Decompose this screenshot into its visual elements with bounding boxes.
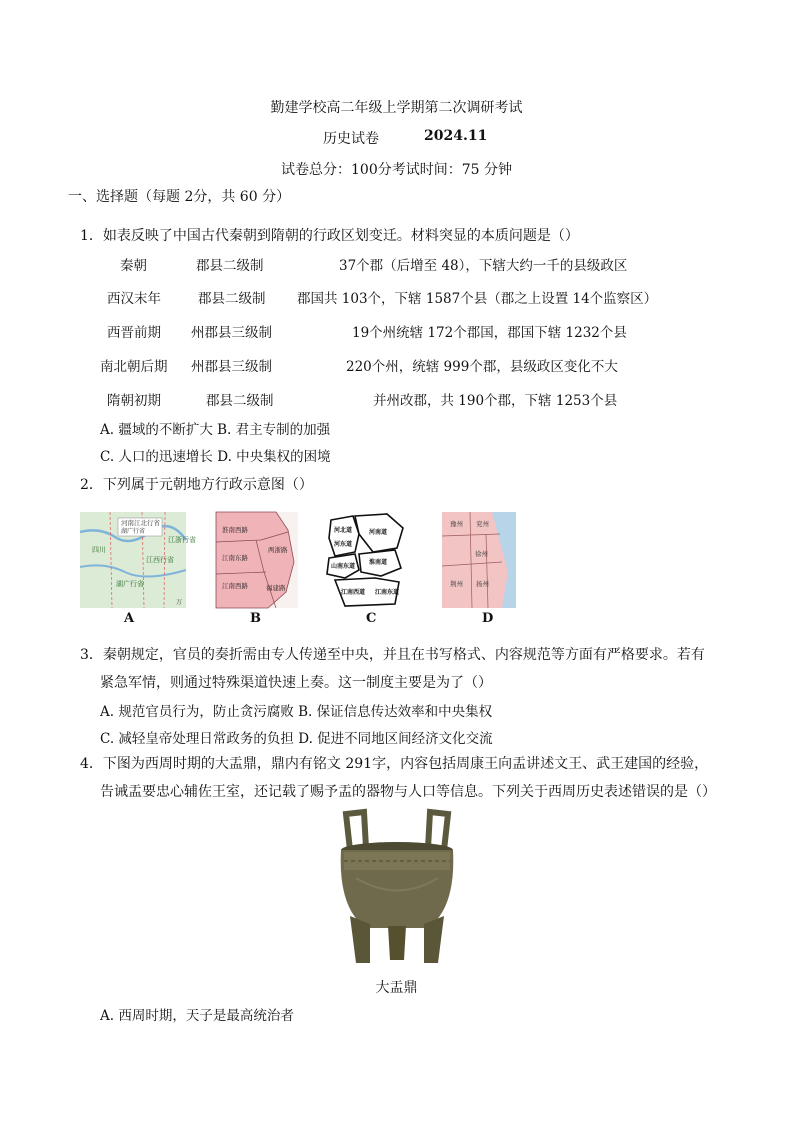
map-label: 江南西道 [341,589,366,596]
map-label: 豫州 [450,520,463,528]
q1-options-ab: A. 疆域的不断扩大 B. 君主专制的加强 [100,422,331,438]
ding-caption: 大盂鼎 [375,980,418,996]
map-d-graphic [442,512,516,608]
period-cell: 秦朝 [120,258,147,274]
table-row [0,355,793,375]
detail-cell: 19个州统辖 172个郡国，郡国下辖 1232个县 [352,325,627,341]
system-cell: 郡县二级制 [196,258,264,274]
q4-option-a: A. 西周时期，天子是最高统治者 [100,1008,294,1024]
exam-meta: 试卷总分：100分考试时间：75 分钟 [281,162,512,178]
map-b-image [216,512,298,608]
map-label: 淮南西路 [222,526,248,534]
map-label: 河南道 [369,529,388,536]
map-label: 福建路 [266,584,286,592]
table-row [0,287,793,307]
map-label: 河北道 [334,527,353,534]
system-cell: 州郡县三级制 [191,359,272,375]
table-row [0,321,793,341]
section-heading: 一、选择题（每题 2分，共 60 分） [68,189,291,205]
q3-stem-line1: 3．秦朝规定，官员的奏折需由专人传递至中央，并且在书写格式、内容规范等方面有严格要求。若有 [80,647,705,663]
table-row [0,254,793,274]
table-row [0,389,793,409]
q4-stem-line1: 4．下图为西周时期的大盂鼎，鼎内有铭文 291字，内容包括周康王向盂讲述文王、武王建国的经验， [80,756,709,772]
map-label: 淮南道 [369,559,388,566]
map-a-graphic [80,512,196,608]
map-label: 江南东路 [222,554,248,562]
detail-cell: 37个郡（后增至 48），下辖大约一千的县级政区 [339,258,628,274]
system-cell: 郡县二级制 [198,291,266,307]
map-c-image [325,512,409,608]
map-label: 四川 [92,546,106,554]
q3-options-ab: A. 规范官员行为，防止贪污腐败 B. 保证信息传达效率和中央集权 [100,704,493,720]
map-label: 万 [176,599,183,606]
period-cell: 南北朝后期 [100,359,168,375]
q1-stem: 1．如表反映了中国古代秦朝到隋朝的行政区划变迁。材料突显的本质问题是（） [80,228,579,244]
q2-stem: 2．下列属于元朝地方行政示意图（） [80,477,313,493]
system-cell: 州郡县三级制 [191,325,272,341]
period-cell: 隋朝初期 [107,393,161,409]
map-a-label: A [124,611,135,626]
map-label: 扬州 [476,580,489,588]
map-label: 江南西路 [222,582,248,590]
system-cell: 郡县二级制 [206,393,274,409]
detail-cell: 郡国共 103个，下辖 1587个县（郡之上设置 14个监察区） [297,291,658,307]
map-c-label: C [366,611,377,626]
exam-date: 2024.11 [424,128,488,144]
map-label: 徐州 [475,550,488,558]
detail-cell: 并州改郡，共 190个郡，下辖 1253个县 [373,393,618,409]
map-a-image [80,512,196,608]
map-c-graphic [325,512,409,608]
map-d-image [442,512,516,608]
map-b-graphic [216,512,298,608]
map-label: 江南东道 [375,589,400,596]
q3-options-cd: C. 减轻皇帝处理日常政务的负担 D. 促进不同地区间经济文化交流 [100,731,493,747]
map-label: 湖广行省 [121,528,146,535]
ding-image [336,808,458,968]
map-label: 兖州 [476,520,489,528]
q4-stem-line2: 告诫盂要忠心辅佐王室，还记载了赐予盂的器物与人口等信息。下列关于西周历史表述错误的是（） [100,784,716,800]
map-label: 江浙行省 [168,536,196,544]
period-cell: 西汉末年 [107,291,161,307]
map-label: 山南东道 [331,563,356,570]
q3-stem-line2: 紧急军情，则通过特殊渠道快速上奏。这一制度主要是为了（） [100,675,492,691]
map-label: 河东道 [334,541,353,548]
exam-title: 勤建学校高二年级上学期第二次调研考试 [270,100,523,116]
map-label: 两浙路 [268,546,288,554]
subject-label: 历史试卷 [323,131,379,147]
detail-cell: 220个州，统辖 999个郡，县级政区变化不大 [346,359,618,375]
map-label: 湖广行省 [116,580,144,588]
map-b-label: B [250,611,261,626]
map-label: 荆州 [450,580,463,588]
map-label: 河南江北行省 [121,519,160,527]
map-d-label: D [482,611,494,626]
bronze-ding-graphic [336,808,458,968]
period-cell: 西晋前期 [107,325,161,341]
map-label: 江西行省 [146,556,174,564]
q1-options-cd: C. 人口的迅速增长 D. 中央集权的困境 [100,449,331,465]
